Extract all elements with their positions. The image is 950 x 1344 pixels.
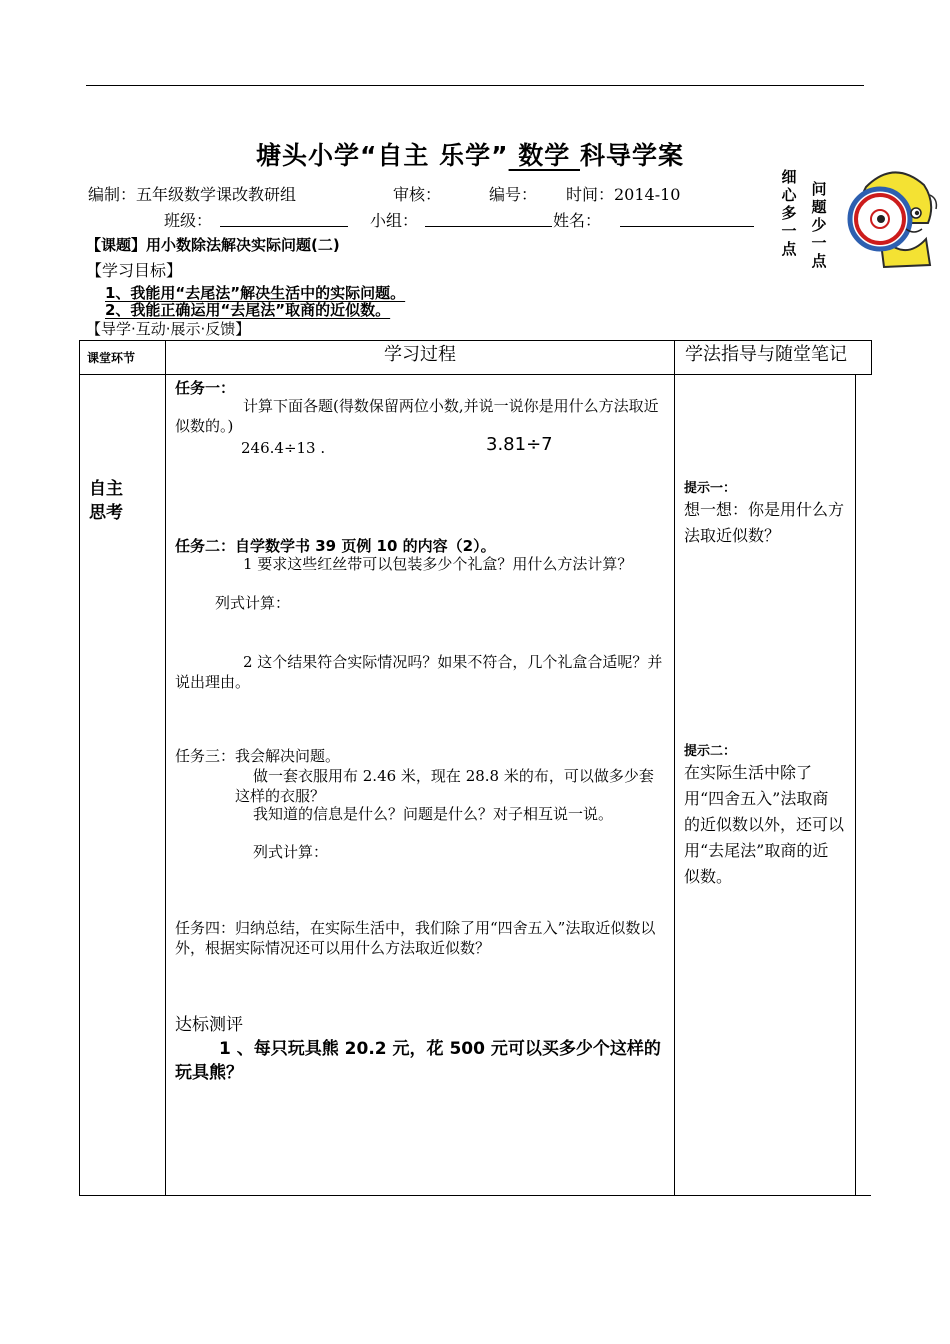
- study-table: [79, 340, 871, 1196]
- hint2-body: 在实际生活中除了用“四舍五入”法取商的近似数以外，还可以用“去尾法”取商的近似数。: [684, 763, 845, 886]
- stage-label: 自主 思考: [89, 479, 123, 523]
- task3-question: 我知道的信息是什么？问题是什么？对子相互说一说。: [253, 805, 614, 823]
- col2-header: 学习过程: [384, 344, 456, 365]
- hint1-title: 提示一：: [684, 481, 737, 496]
- header-right-border: [871, 340, 872, 375]
- group-field[interactable]: [425, 226, 552, 227]
- col1-divider: [165, 340, 166, 1196]
- task3-body: 做一套衣服用布 2.46 米，现在 28.8 米的布，可以做多少套这样的衣服？: [235, 767, 654, 805]
- page-title: [256, 136, 684, 172]
- task2-question-1: 1 要求这些红丝带可以包装多少个礼盒？用什么方法计算？: [243, 555, 633, 573]
- name-label: 姓名：: [553, 211, 602, 230]
- hint1-body: 想一想：你是用什么方法取近似数？: [684, 500, 845, 545]
- title-subject: 数学: [508, 141, 580, 170]
- goal-1: 1、我能用“去尾法”解决生活中的实际问题。: [105, 284, 406, 302]
- name-field[interactable]: [620, 226, 754, 227]
- logo-right-text: 问题少一点: [811, 180, 827, 270]
- test-question-1: 1 、每只玩具熊 20.2 元，花 500 元可以买多少个这样的玩具熊？: [175, 1039, 661, 1083]
- class-field[interactable]: [220, 226, 348, 227]
- task1-expr-1: 246.4÷13 .: [241, 439, 326, 457]
- logo-badge: [778, 165, 943, 270]
- goals-heading: 【学习目标】: [86, 261, 183, 280]
- title-prefix: 塘头小学“自主 乐学”: [256, 141, 509, 170]
- hint2-title: 提示二：: [684, 744, 737, 759]
- col3-header: 学法指导与随堂笔记: [685, 344, 847, 365]
- task3-calc-label: 列式计算：: [253, 843, 329, 861]
- task1-title: 任务一：: [175, 379, 236, 397]
- class-label: 班级：: [164, 211, 213, 230]
- table-bottom-border: [79, 1195, 871, 1196]
- col1-header: 课堂环节: [87, 351, 136, 365]
- reviewer-label: 审核：: [393, 185, 442, 204]
- guide-heading: 【导学·互动·展示·反馈】: [86, 320, 251, 338]
- magnifier-cartoon-icon: [844, 165, 944, 270]
- top-rule: [86, 85, 864, 86]
- goal-2: 2、我能正确运用“去尾法”取商的近似数。: [105, 301, 391, 319]
- task2-question-2: 2 这个结果符合实际情况吗？如果不符合，几个礼盒合适呢？并说出理由。: [175, 653, 663, 691]
- task2-title: 任务二：自学数学书 39 页例 10 的内容（2）。: [175, 537, 496, 555]
- col2-divider: [674, 340, 675, 1196]
- lesson-topic: 【课题】用小数除法解决实际问题(二): [86, 236, 340, 254]
- title-suffix: 科导学案: [580, 141, 685, 170]
- task4-summary: 任务四：归纳总结，在实际生活中，我们除了用“四舍五入”法取近似数以外，根据实际情况还可以用什么方法取近似数？: [175, 919, 656, 957]
- task1-body: 计算下面各题(得数保留两位小数,并说一说你是用什么方法取近似数的。): [175, 397, 659, 435]
- logo-left-text: 细心多一点: [781, 168, 797, 258]
- test-heading: 达标测评: [175, 1015, 243, 1035]
- table-top-border: [79, 340, 871, 341]
- task3-title: 任务三：我会解决问题。: [175, 747, 341, 765]
- table-left-border: [79, 340, 80, 1196]
- task1-expr-2: 3.81÷7: [486, 434, 553, 455]
- header-row-divider: [79, 374, 871, 375]
- table-right-border: [855, 375, 856, 1196]
- number-label: 编号：: [489, 185, 538, 204]
- compiled-by: 编制：五年级数学课改教研组: [88, 185, 297, 204]
- task2-calc-label: 列式计算：: [215, 594, 291, 612]
- time-label: 时间：2014-10: [566, 185, 681, 204]
- group-label: 小组：: [370, 211, 419, 230]
